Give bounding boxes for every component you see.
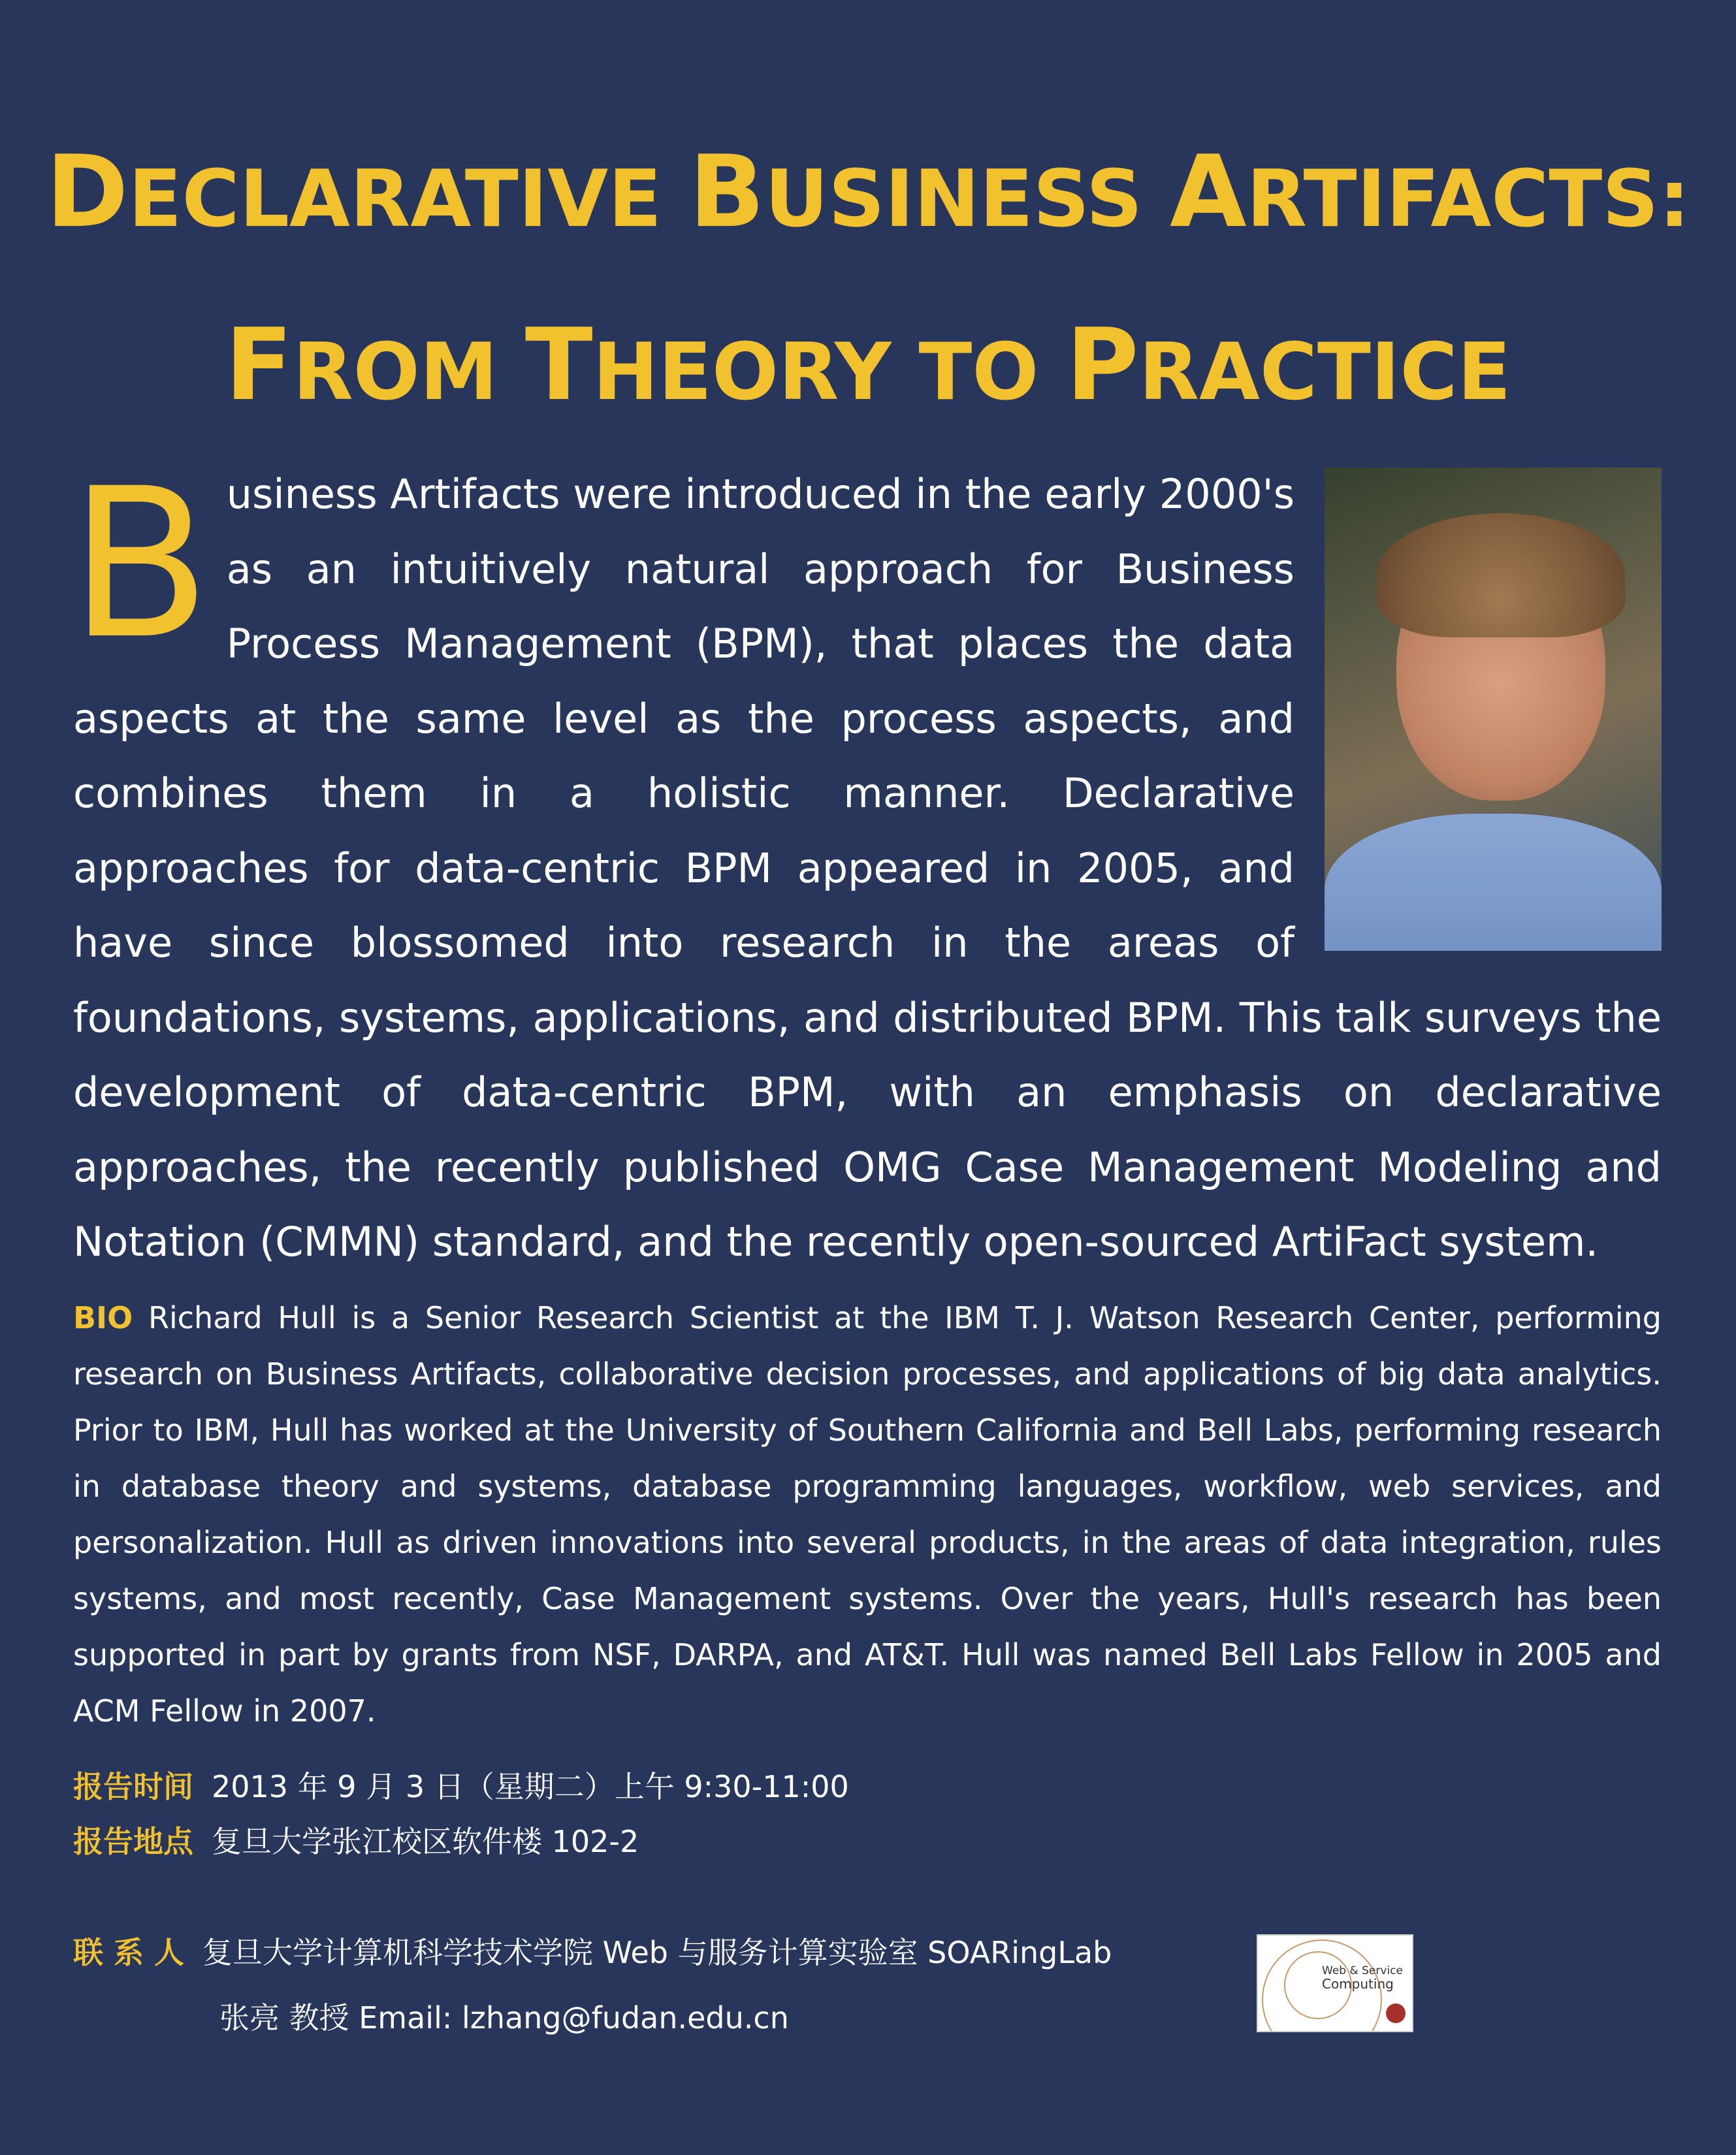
bio-text: Richard Hull is a Senior Research Scientist at the IBM T. J. Watson Research Center, performing research on Business Artifacts, collaborative decision processes, and applications of big data analytics. Prior to IBM, Hull has worked at the University of Southern California and Bell Labs, performing research in database theory and systems, database programming languages, workflow, web services, and personalization. Hull as driven innovations into several products, in the areas of data integration, rules systems, and most recently, Case Management systems. Over the years, Hull's research has been supported in part by grants from NSF, DARPA, and AT&T. Hull was named Bell Labs Fellow in 2005 and ACM Fellow in 2007.	[73, 1300, 1662, 1729]
university-seal-icon	[1386, 2003, 1406, 2023]
time-value: 2013 年 9 月 3 日（星期二）上午 9:30-11:00	[212, 1769, 849, 1804]
abstract-line: the development of data-centric BPM, with an emphasis on declarative	[73, 993, 1662, 1116]
title-letter: T	[524, 307, 593, 423]
title-letter: A	[1170, 134, 1247, 249]
speaker-photo	[1325, 468, 1662, 951]
title-word: ECLARATIVE	[128, 154, 690, 245]
contact-org: 复旦大学计算机科学技术学院 Web 与服务计算实验室 SOARingLab	[202, 1935, 1112, 1970]
abstract-line: aspects at the same level as the process aspects, and	[73, 694, 1294, 742]
title-word: RACTICE	[1138, 327, 1511, 418]
title-letter: P	[1066, 307, 1139, 423]
abstract-line: as an intuitively natural approach for Business	[226, 545, 1294, 593]
abstract-line: foundations, systems, applications, and distributed BPM. This talk surveys	[73, 993, 1582, 1042]
title-word: HEORY TO	[592, 327, 1067, 418]
contact-label: 联 系 人	[73, 1935, 185, 1970]
abstract-line: have since blossomed into research in the areas of	[73, 919, 1294, 966]
logo-text-line-2: Computing	[1322, 1976, 1394, 1992]
contact	[73, 1933, 1112, 1972]
title-line-1	[0, 134, 1736, 249]
abstract	[69, 444, 1662, 1280]
contact-person	[219, 1998, 789, 2037]
logo-text-line-1: Web & Service	[1322, 1964, 1403, 1977]
title-word: ROM	[293, 327, 525, 418]
title-line-2	[0, 307, 1736, 423]
drop-cap: B	[69, 444, 211, 684]
abstract-line: combines them in a holistic manner. Declarative	[73, 769, 1294, 817]
time-label: 报告时间	[73, 1769, 193, 1804]
title-letter: D	[46, 134, 129, 249]
place-value: 复旦大学张江校区软件楼 102-2	[212, 1824, 639, 1859]
abstract-line: Notation (CMMN) standard, and the recently open-sourced ArtiFact system.	[73, 1218, 1599, 1266]
lab-logo	[1257, 1934, 1413, 2032]
talk-place	[73, 1822, 639, 1861]
bio-label: BIO	[73, 1300, 133, 1335]
title-letter: B	[689, 134, 765, 249]
bio	[73, 1290, 1662, 1739]
abstract-line: approaches, the recently published OMG Case Management Modeling and	[73, 1143, 1662, 1191]
title-word: RTIFACTS:	[1246, 154, 1690, 245]
talk-time	[73, 1767, 849, 1806]
title-word: USINESS	[764, 154, 1170, 245]
title-letter: F	[225, 307, 293, 423]
place-label: 报告地点	[73, 1824, 193, 1859]
abstract-line: usiness Artifacts were introduced in the early 2000's	[226, 470, 1294, 518]
abstract-line: approaches for data-centric BPM appeared in 2005, and	[73, 844, 1294, 892]
abstract-line: Process Management (BPM), that places the data	[226, 620, 1294, 667]
contact-person-text: 张亮 教授 Email: lzhang@fudan.edu.cn	[219, 2000, 789, 2035]
